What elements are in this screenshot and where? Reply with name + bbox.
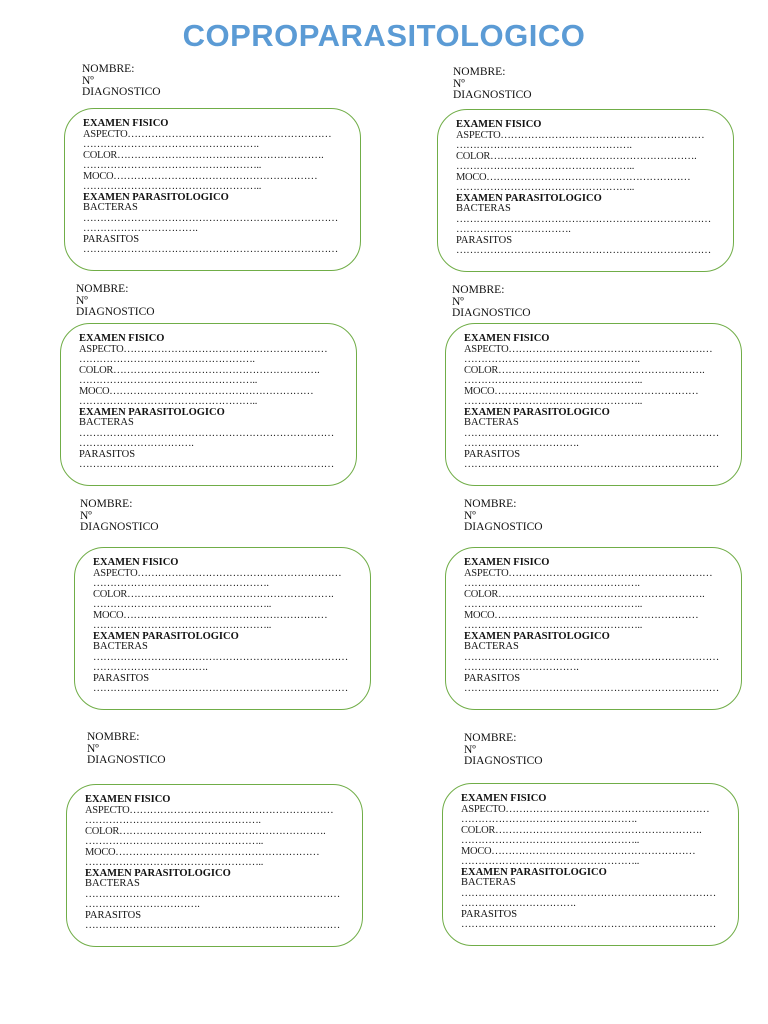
moco-field-cont: …………………………………………….. — [456, 183, 635, 193]
aspecto-field-cont: ……………………………………………. — [464, 579, 640, 589]
numero-label: Nº — [464, 509, 476, 522]
nombre-label: NOMBRE: — [80, 498, 133, 510]
aspecto-field: ASPECTO…………………………………………………… — [456, 130, 705, 141]
aspecto-field-cont: ……………………………………………. — [79, 355, 255, 365]
exam-fields — [464, 334, 720, 471]
parasitos-line: ………………………………………………………………… — [79, 460, 335, 470]
moco-field-cont: …………………………………………….. — [85, 858, 264, 868]
bacteras-label: BACTERAS — [461, 878, 516, 888]
nombre-label: NOMBRE: — [76, 283, 129, 295]
bacteras-line: ………………………………………………………………… — [464, 652, 720, 663]
patient-header — [82, 64, 161, 99]
bacteras-label: BACTERAS — [93, 642, 148, 652]
bacteras-label: BACTERAS — [464, 418, 519, 428]
parasitos-label: PARASITOS — [83, 234, 140, 245]
bacteras-line-cont: ……………………………. — [464, 439, 579, 449]
aspecto-field: ASPECTO…………………………………………………… — [85, 805, 334, 816]
bacteras-line-cont: ……………………………. — [85, 900, 200, 910]
bacteras-line: ………………………………………………………………… — [85, 889, 341, 900]
examen-fisico-heading: EXAMEN FISICO — [79, 334, 165, 344]
exam-card — [64, 108, 361, 271]
diagnostico-label: DIAGNOSTICO — [453, 89, 532, 101]
examen-fisico-heading: EXAMEN FISICO — [85, 795, 171, 805]
diagnostico-label: DIAGNOSTICO — [464, 521, 543, 533]
diagnostico-label: DIAGNOSTICO — [452, 307, 531, 319]
examen-parasitologico-heading: EXAMEN PARASITOLOGICO — [79, 407, 225, 418]
parasitos-label: PARASITOS — [461, 909, 518, 920]
bacteras-label: BACTERAS — [83, 203, 138, 213]
moco-field: MOCO…………………………………………………… — [79, 386, 314, 397]
diagnostico-label: DIAGNOSTICO — [87, 754, 166, 766]
examen-parasitologico-heading: EXAMEN PARASITOLOGICO — [85, 868, 231, 879]
moco-field-cont: …………………………………………….. — [464, 397, 643, 407]
exam-card — [60, 323, 357, 486]
aspecto-field-cont: ……………………………………………. — [83, 140, 259, 150]
aspecto-field-cont: ……………………………………………. — [464, 355, 640, 365]
examen-fisico-heading: EXAMEN FISICO — [461, 794, 547, 804]
aspecto-field-cont: ……………………………………………. — [461, 815, 637, 825]
nombre-label: NOMBRE: — [453, 66, 506, 78]
aspecto-field: ASPECTO…………………………………………………… — [461, 804, 710, 815]
parasitos-line: ………………………………………………………………… — [93, 684, 349, 694]
examen-parasitologico-heading: EXAMEN PARASITOLOGICO — [93, 631, 239, 642]
patient-header — [464, 733, 543, 768]
bacteras-line: ………………………………………………………………… — [456, 214, 712, 225]
color-field-cont: …………………………………………….. — [93, 600, 272, 610]
numero-label: Nº — [87, 742, 99, 755]
color-field-cont: …………………………………………….. — [464, 376, 643, 386]
aspecto-field: ASPECTO…………………………………………………… — [464, 568, 713, 579]
examen-fisico-heading: EXAMEN FISICO — [464, 334, 550, 344]
bacteras-line-cont: ……………………………. — [456, 225, 571, 235]
exam-fields — [93, 558, 349, 695]
examen-fisico-heading: EXAMEN FISICO — [93, 558, 179, 568]
color-field: COLOR……………………………………………………. — [83, 150, 324, 161]
nombre-label: NOMBRE: — [82, 63, 135, 75]
color-field-cont: …………………………………………….. — [461, 836, 640, 846]
exam-fields — [464, 558, 720, 695]
color-field: COLOR……………………………………………………. — [93, 589, 334, 600]
bacteras-line-cont: ……………………………. — [464, 663, 579, 673]
exam-card — [442, 783, 739, 946]
diagnostico-label: DIAGNOSTICO — [464, 755, 543, 767]
examen-parasitologico-heading: EXAMEN PARASITOLOGICO — [456, 193, 602, 204]
moco-field-cont: …………………………………………….. — [461, 857, 640, 867]
patient-header — [80, 499, 159, 534]
exam-fields — [85, 795, 341, 932]
moco-field-cont: …………………………………………….. — [83, 182, 262, 192]
color-field-cont: …………………………………………….. — [79, 376, 258, 386]
nombre-label: NOMBRE: — [464, 732, 517, 744]
examen-parasitologico-heading: EXAMEN PARASITOLOGICO — [83, 192, 229, 203]
aspecto-field: ASPECTO…………………………………………………… — [93, 568, 342, 579]
numero-label: Nº — [80, 509, 92, 522]
nombre-label: NOMBRE: — [87, 731, 140, 743]
diagnostico-label: DIAGNOSTICO — [80, 521, 159, 533]
bacteras-line: ………………………………………………………………… — [464, 428, 720, 439]
aspecto-field-cont: ……………………………………………. — [456, 141, 632, 151]
color-field: COLOR……………………………………………………. — [464, 589, 705, 600]
parasitos-label: PARASITOS — [85, 910, 142, 921]
exam-fields — [83, 119, 339, 256]
nombre-label: NOMBRE: — [452, 284, 505, 296]
numero-label: Nº — [82, 74, 94, 87]
color-field-cont: …………………………………………….. — [85, 837, 264, 847]
moco-field: MOCO…………………………………………………… — [85, 847, 320, 858]
diagnostico-label: DIAGNOSTICO — [76, 306, 155, 318]
moco-field: MOCO…………………………………………………… — [93, 610, 328, 621]
page-title: COPROPARASITOLOGICO — [182, 18, 586, 53]
numero-label: Nº — [452, 295, 464, 308]
aspecto-field-cont: ……………………………………………. — [85, 816, 261, 826]
bacteras-label: BACTERAS — [85, 879, 140, 889]
numero-label: Nº — [453, 77, 465, 90]
bacteras-line: ………………………………………………………………… — [79, 428, 335, 439]
bacteras-line: ………………………………………………………………… — [93, 652, 349, 663]
examen-parasitologico-heading: EXAMEN PARASITOLOGICO — [464, 407, 610, 418]
bacteras-label: BACTERAS — [456, 204, 511, 214]
moco-field-cont: …………………………………………….. — [464, 621, 643, 631]
moco-field: MOCO…………………………………………………… — [461, 846, 696, 857]
color-field: COLOR……………………………………………………. — [85, 826, 326, 837]
color-field: COLOR……………………………………………………. — [456, 151, 697, 162]
moco-field: MOCO…………………………………………………… — [464, 386, 699, 397]
exam-card — [445, 323, 742, 486]
examen-fisico-heading: EXAMEN FISICO — [83, 119, 169, 129]
color-field-cont: …………………………………………….. — [464, 600, 643, 610]
parasitos-label: PARASITOS — [93, 673, 150, 684]
aspecto-field: ASPECTO…………………………………………………… — [79, 344, 328, 355]
bacteras-line-cont: ……………………………. — [83, 224, 198, 234]
exam-card — [74, 547, 371, 710]
examen-parasitologico-heading: EXAMEN PARASITOLOGICO — [464, 631, 610, 642]
parasitos-label: PARASITOS — [79, 449, 136, 460]
examen-fisico-heading: EXAMEN FISICO — [464, 558, 550, 568]
bacteras-label: BACTERAS — [79, 418, 134, 428]
exam-fields — [79, 334, 335, 471]
examen-parasitologico-heading: EXAMEN PARASITOLOGICO — [461, 867, 607, 878]
color-field: COLOR……………………………………………………. — [461, 825, 702, 836]
color-field: COLOR……………………………………………………. — [464, 365, 705, 376]
patient-header — [76, 284, 155, 319]
color-field-cont: …………………………………………….. — [83, 161, 262, 171]
examen-fisico-heading: EXAMEN FISICO — [456, 120, 542, 130]
nombre-label: NOMBRE: — [464, 498, 517, 510]
parasitos-line: ………………………………………………………………… — [85, 921, 341, 931]
moco-field-cont: …………………………………………….. — [93, 621, 272, 631]
exam-fields — [461, 794, 717, 931]
parasitos-line: ………………………………………………………………… — [464, 460, 720, 470]
moco-field: MOCO…………………………………………………… — [456, 172, 691, 183]
numero-label: Nº — [76, 294, 88, 307]
exam-card — [445, 547, 742, 710]
bacteras-line-cont: ……………………………. — [461, 899, 576, 909]
parasitos-line: ………………………………………………………………… — [83, 245, 339, 255]
color-field-cont: …………………………………………….. — [456, 162, 635, 172]
bacteras-label: BACTERAS — [464, 642, 519, 652]
parasitos-line: ………………………………………………………………… — [464, 684, 720, 694]
color-field: COLOR……………………………………………………. — [79, 365, 320, 376]
parasitos-label: PARASITOS — [464, 449, 521, 460]
parasitos-line: ………………………………………………………………… — [456, 246, 712, 256]
bacteras-line: ………………………………………………………………… — [461, 888, 717, 899]
patient-header — [464, 499, 543, 534]
moco-field-cont: …………………………………………….. — [79, 397, 258, 407]
patient-header — [452, 285, 531, 320]
aspecto-field-cont: ……………………………………………. — [93, 579, 269, 589]
exam-card — [66, 784, 363, 947]
bacteras-line-cont: ……………………………. — [93, 663, 208, 673]
bacteras-line-cont: ……………………………. — [79, 439, 194, 449]
diagnostico-label: DIAGNOSTICO — [82, 86, 161, 98]
moco-field: MOCO…………………………………………………… — [464, 610, 699, 621]
patient-header — [453, 67, 532, 102]
moco-field: MOCO…………………………………………………… — [83, 171, 318, 182]
parasitos-line: ………………………………………………………………… — [461, 920, 717, 930]
bacteras-line: ………………………………………………………………… — [83, 213, 339, 224]
aspecto-field: ASPECTO…………………………………………………… — [83, 129, 332, 140]
parasitos-label: PARASITOS — [464, 673, 521, 684]
exam-card — [437, 109, 734, 272]
parasitos-label: PARASITOS — [456, 235, 513, 246]
exam-fields — [456, 120, 712, 257]
aspecto-field: ASPECTO…………………………………………………… — [464, 344, 713, 355]
numero-label: Nº — [464, 743, 476, 756]
patient-header — [87, 732, 166, 767]
